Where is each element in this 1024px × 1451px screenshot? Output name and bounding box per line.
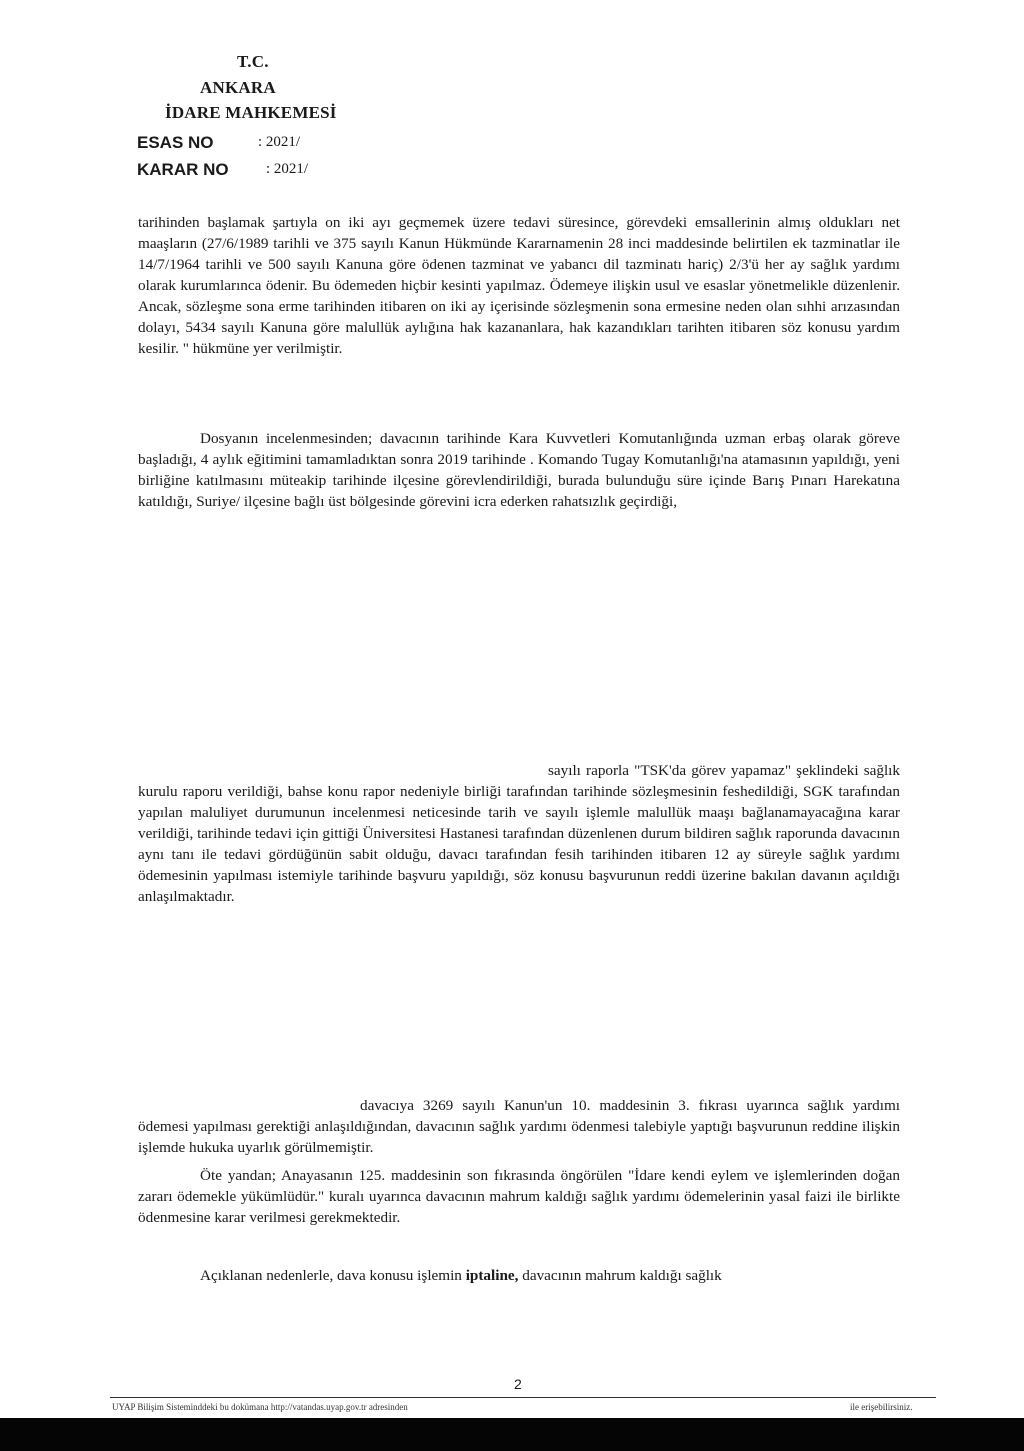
paragraph-constitution: Öte yandan; Anayasanın 125. maddesinin son fıkrasında öngörülen "İdare kendi eylem ve işlemlerinden doğan zararı ödemekle yükümlüdür." kuralı uyarınca davacının mahrum kaldığı sağlık yardımı ödemelerinin yasal faizi ile birlikte ödenmesine karar verilmesi gerekmektedir. xyxy=(138,1167,900,1226)
page-number: 2 xyxy=(514,1376,522,1392)
viewer-bottom-bar xyxy=(0,1418,1024,1451)
header-tc: T.C. xyxy=(237,52,269,71)
header-court: İDARE MAHKEMESİ xyxy=(165,103,337,122)
footer-uyap-text: UYAP Bilişim Sisteminddeki bu dokümana http://vatandas.uyap.gov.tr adresinden xyxy=(112,1402,408,1412)
decision-iptal: iptaline, xyxy=(465,1267,519,1284)
paragraph-report: sayılı raporla "TSK'da görev yapamaz" şeklindeki sağlık kurulu raporu verildiği, bahse konu rapor nedeniyle birliği tarafından tarihinde sözleşmesinin feshedildiği, SGK tarafından yapılan maluliyet durumunun incelenmesi neticesinde tarih ve sayılı işlemle malullük maaşı bağlanamayacağına karar verildiği, tarihinde tedavi için gittiği Üniversitesi Hastanesi tarafından düzenlenen durum bildiren sağlık raporunda davacının aynı tanı ile tedavi gördüğünün sabit olduğu, davacı tarafından fesih tarihinden itibaren 12 ay süreyle sağlık yardımı ödemesinin yapılması istemiyle tarihinde başvuru yapıldığı, söz konusu başvurunun reddi üzerine bakılan davanın açıldığı anlaşılmaktadır. xyxy=(138,762,900,905)
karar-no-label: KARAR NO xyxy=(137,160,229,179)
esas-no-value: : 2021/ xyxy=(258,134,301,150)
paragraph-law-text: tarihinden başlamak şartıyla on iki ayı geçmemek üzere tedavi süresince, görevdeki emsallerinin almış oldukları net maaşların (27/6/1989 tarihli ve 375 sayılı Kanun Hükmünde Kararnamenin 28 inci maddesinde belirtilen ek tazminatlar ile 14/7/1964 tarihli ve 500 sayılı Kanuna göre ödenen tazminat ve yabancı dil tazminatı hariç) 2/3'ü her ay sağlık yardımı olarak kurumlarınca ödenir. Bu ödemeden hiçbir kesinti yapılmaz. Ödemeye ilişkin usul ve esaslar yönetmelikle düzenlenir. Ancak, sözleşme sona erme tarihinden itibaren on iki ay içerisinde sözleşmenin sona ermesine neden olan sıhhi arızasından dolayı, 5434 sayılı Kanuna göre malullük aylığına hak kazananlara, hak kazandıkları tarihten itibaren söz konusu yardım kesilir. " hükmüne yer verilmiştir. xyxy=(138,214,900,357)
header-city: ANKARA xyxy=(200,78,276,97)
decision-text-end: davacının mahrum kaldığı sağlık xyxy=(522,1267,722,1284)
paragraph-decision xyxy=(138,1265,900,1286)
karar-no-value: : 2021/ xyxy=(266,161,309,177)
footer-access-text: ile erişebilirsiniz. xyxy=(850,1402,913,1412)
esas-no-label: ESAS NO xyxy=(137,133,214,152)
decision-text-start: Açıklanan nedenlerle, dava konusu işlemin xyxy=(200,1267,462,1284)
paragraph-conclusion: davacıya 3269 sayılı Kanun'un 10. maddesinin 3. fıkrası uyarınca sağlık yardımı ödemesi yapılması gerektiği anlaşıldığından, davacının sağlık yardımı ödenmesi talebiyle yaptığı başvurunun reddine ilişkin işlemde hukuka uyarlık görülmemiştir. xyxy=(138,1097,900,1156)
footer-divider xyxy=(110,1397,936,1398)
paragraph-case-facts: Dosyanın incelenmesinden; davacının tarihinde Kara Kuvvetleri Komutanlığında uzman erbaş olarak göreve başladığı, 4 aylık eğitimini tamamladıktan sonra 2019 tarihinde . Komando Tugay Komutanlığı'na atamasının yapıldığı, yeni birliğine katılmasını müteakip tarihinde ilçesine görevlendirildiği, burada bulunduğu süre içinde Barış Pınarı Harekatına katıldığı, Suriye/ ilçesine bağlı üst bölgesinde görevini icra ederken rahatsızlık geçirdiği, xyxy=(138,430,900,510)
